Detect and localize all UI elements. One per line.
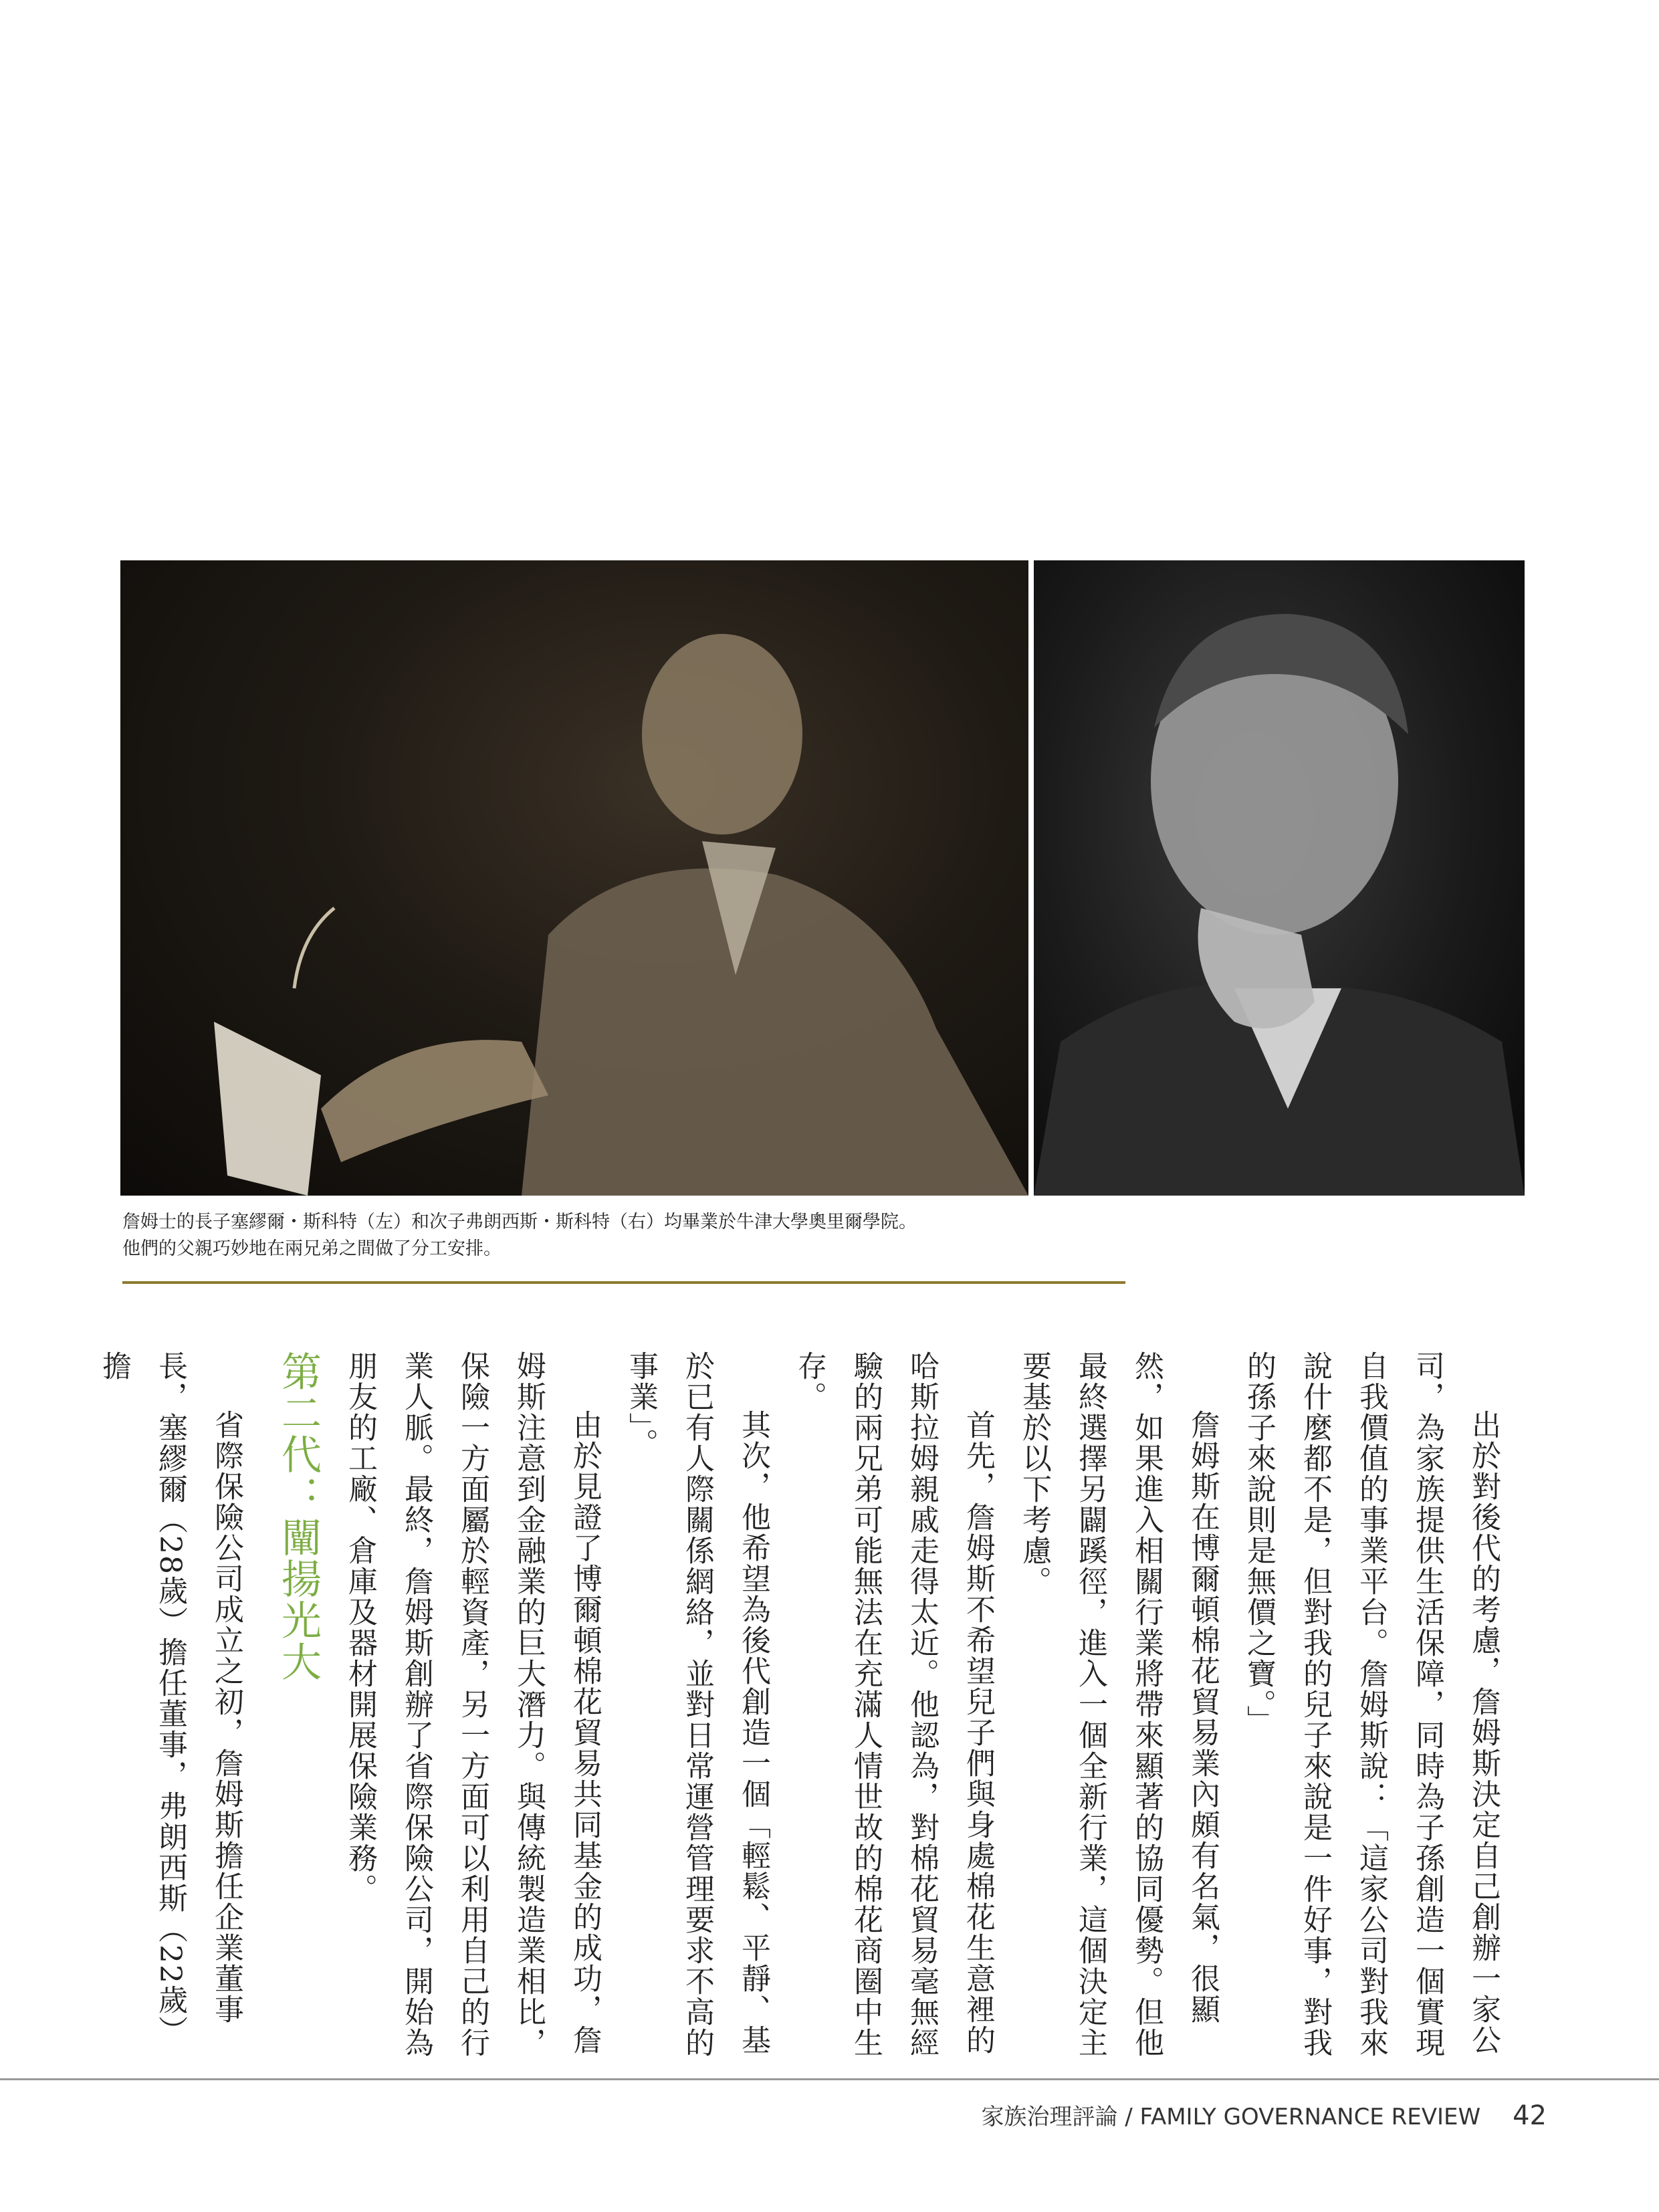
paragraph-3: 首先，詹姆斯不希望兒子們與身處棉花生意裡的哈斯拉姆親戚走得太近。他認為，對棉花貿易毫無經驗的兩兄弟可能無法在充滿人情世故的棉花商圈中生存。: [792, 1351, 995, 2058]
paragraph-5: 由於見證了博爾頓棉花貿易共同基金的成功，詹姆斯注意到金融業的巨大潛力。與傳統製造業相比，保險一方面屬於輕資產，另一方面可以利用自己的行業人脈。最終，詹姆斯創辦了省際保險公司，開始為朋友的工廠、倉庫及器材開展保險業務。: [343, 1351, 602, 2058]
article-body: [94, 1351, 1511, 2060]
journal-title: 家族治理評論 / FAMILY GOVERNANCE REVIEW: [981, 2104, 1481, 2130]
photo-francis-scott: [1034, 560, 1525, 1196]
paragraph-1: 出於對後代的考慮，詹姆斯決定自己創辦一家公司，為家族提供生活保障，同時為子孫創造一個實現自我價值的事業平台。詹姆斯說：「這家公司對我來說什麼都不是，但對我的兒子來說是一件好事，對我的孫子來說則是無價之寶。」: [1242, 1351, 1501, 2058]
paragraph-2: 詹姆斯在博爾頓棉花貿易業內頗有名氣，很顯然，如果進入相關行業將帶來顯著的協同優勢。但他最終選擇另闢蹊徑，進入一個全新行業，這個決定主要基於以下考慮。: [1017, 1351, 1220, 2058]
section-heading: 第二代：闡揚光大: [275, 1351, 322, 1682]
photo-samuel-scott: [120, 560, 1028, 1196]
footer-divider: [0, 2078, 1659, 2080]
portrait-left-illustration: [120, 560, 1028, 1196]
caption-line-2: 他們的父親巧妙地在兩兄弟之間做了分工安排。: [122, 1238, 502, 1259]
photo-caption: [122, 1209, 1166, 1262]
page-number: 42: [1513, 2100, 1547, 2131]
paragraph-4: 其次，他希望為後代創造一個「輕鬆、平靜、基於已有人際關係網絡，並對日常運營管理要求不高的事業」。: [624, 1351, 770, 2058]
caption-divider: [122, 1281, 1125, 1284]
caption-line-1: 詹姆士的長子塞繆爾・斯科特（左）和次子弗朗西斯・斯科特（右）均畢業於牛津大學奧里爾學院。: [122, 1212, 917, 1232]
photo-pair: [120, 560, 1525, 1196]
paragraph-6: 省際保險公司成立之初，詹姆斯擔任企業董事長，塞繆爾（28歲）擔任董事，弗朗西斯（22歲）擔: [97, 1351, 243, 2046]
portrait-right-illustration: [1034, 560, 1525, 1196]
page-footer: [981, 2098, 1547, 2131]
